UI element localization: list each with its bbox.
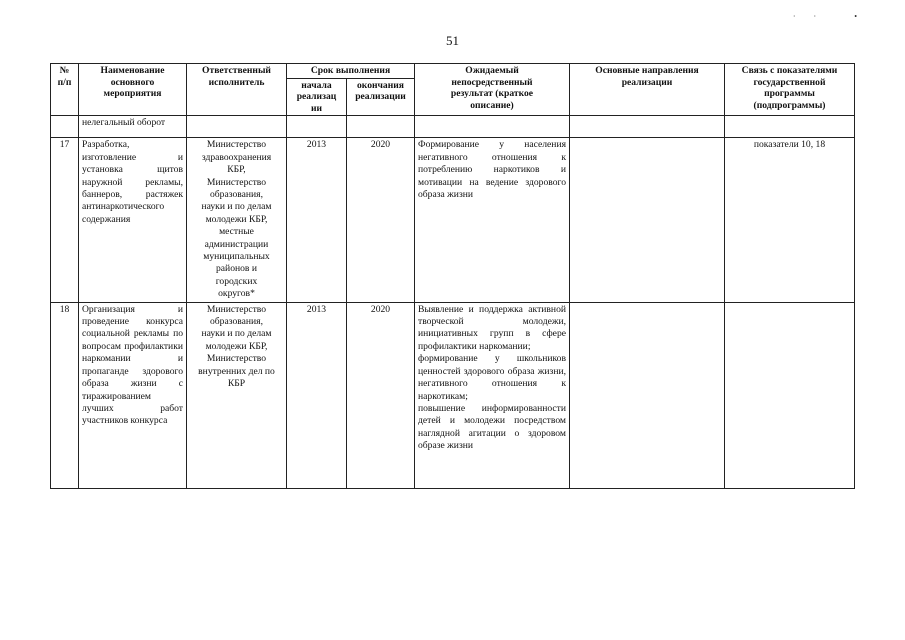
cell-name: Организация и проведение конкурса социальной рекламы по вопросам профилактики наркомании и пропаганде здорового образа жизни с тиражированием лучших работ участников конкурса [79, 302, 187, 488]
header-term-start: начала реализац ии [287, 78, 347, 116]
cell-name: нелегальный оборот [79, 116, 187, 138]
cell-name: Разработка, изготовление и установка щитов наружной рекламы, баннеров, растяжек антинаркотического содержания [79, 138, 187, 302]
header-term: Срок выполнения [287, 64, 415, 79]
cell-directions [570, 302, 725, 488]
header-name: Наименование основного мероприятия [79, 64, 187, 116]
cell-end: 2020 [347, 138, 415, 302]
cell-num: 17 [51, 138, 79, 302]
cell-link [725, 302, 855, 488]
cell-responsible: Министерство образования, науки и по делам молодежи КБР, Министерство внутренних дел по КБР [187, 302, 287, 488]
table-row [51, 138, 855, 302]
activities-table [50, 63, 855, 489]
cell-start: 2013 [287, 138, 347, 302]
table-row [51, 302, 855, 488]
page-number: 51 [446, 33, 459, 48]
cell-result: Выявление и поддержка активной творческой молодежи, инициативных групп в сфере профилактики наркомании; формирование у школьников ценностей здорового образа жизни, негативного отношения к наркотикам; повышение информированности детей и молодежи посредством наглядной агитации о здоровом образе жизни [415, 302, 570, 488]
cell-directions [570, 138, 725, 302]
cell-link [725, 116, 855, 138]
cell-responsible [187, 116, 287, 138]
header-directions: Основные направления реализации [570, 64, 725, 116]
cell-result [415, 116, 570, 138]
corner-marks: ·· • [792, 12, 875, 21]
cell-result: Формирование у населения негативного отношения к потреблению наркотиков и мотивации на ведение здорового образа жизни [415, 138, 570, 302]
header-link: Связь с показателями государственной программы (подпрограммы) [725, 64, 855, 116]
header-responsible: Ответственный исполнитель [187, 64, 287, 116]
header-term-end: окончания реализации [347, 78, 415, 116]
cell-num: 18 [51, 302, 79, 488]
header-row [51, 64, 855, 79]
continuation-row [51, 116, 855, 138]
cell-directions [570, 116, 725, 138]
cell-end: 2020 [347, 302, 415, 488]
cell-end [347, 116, 415, 138]
cell-link: показатели 10, 18 [725, 138, 855, 302]
cell-start [287, 116, 347, 138]
cell-num [51, 116, 79, 138]
cell-responsible: Министерство здравоохранения КБР, Министерство образования, науки и по делам молодежи КБР, местные администрации муниципальных районов и городских округов* [187, 138, 287, 302]
header-result: Ожидаемый непосредственный результат (краткое описание) [415, 64, 570, 116]
cell-start: 2013 [287, 302, 347, 488]
header-num: № п/п [51, 64, 79, 116]
